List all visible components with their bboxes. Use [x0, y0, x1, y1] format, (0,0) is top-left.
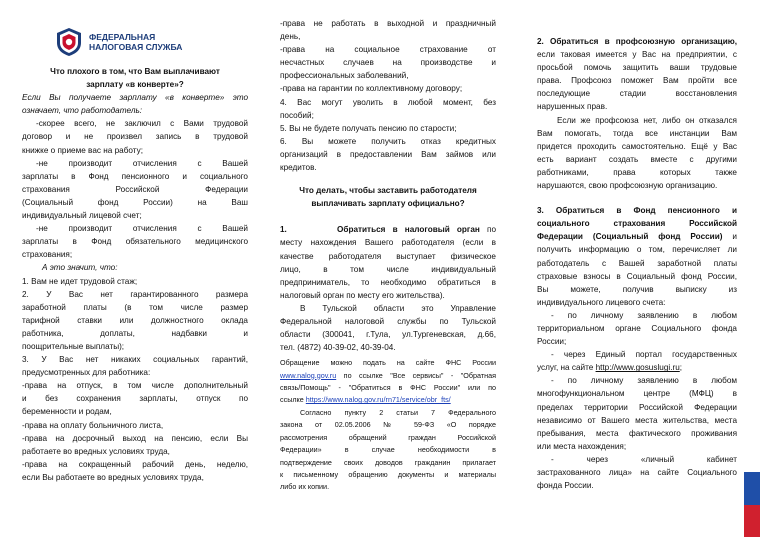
paragraph-line: месту нахождения Вашего работодателя (если в [280, 238, 496, 248]
list-item: несчастных случаев на производстве и [280, 58, 496, 68]
list-item: заработной платы (в том числе размер [22, 302, 248, 312]
paragraph-line: книжке о приеме вас на работу; [22, 145, 143, 155]
nalog-obr-link[interactable]: https://www.nalog.gov.ru/rn71/service/obr_fts/ [305, 395, 451, 405]
list-item: фонда России. [537, 481, 594, 491]
paragraph-line: Федерации» в случае необходимости в [280, 445, 496, 455]
list-item: -права на гарантии по коллективному договору; [280, 84, 463, 94]
paragraph-line: закона от 02.05.2006 № 59-ФЗ «О порядке [280, 420, 496, 430]
paragraph-line: договор и не произвел запись в трудовой [22, 132, 248, 142]
list-item: многофункциональном центре (МФЦ) в [537, 389, 737, 399]
paragraph-line: Вам помогать, тогда все инстанции Вам [537, 128, 737, 138]
paragraph-line: получить информацию о том, перечисляет ли [537, 245, 737, 255]
list-item: и без сохранения зарплаты, отпуск по [22, 394, 248, 404]
list-item: - через Единый портал государственных [551, 350, 737, 360]
paragraph-line: Если же профсоюза нет, либо он отказался [557, 115, 737, 125]
paragraph-line: Обращение можно подать на сайте ФНС России [280, 358, 496, 368]
column-middle [280, 17, 496, 494]
paragraph-line: есть вариант создать вместе с другими [537, 154, 737, 164]
list-item: 6. Вы можете получить отказ кредитных [280, 136, 496, 146]
list-item: пределах территории Российской Федерации [537, 402, 737, 412]
list-item: -права на сокращенный рабочий день, неделю, [22, 459, 248, 469]
list-item: 1. Вам не идет трудовой стаж; [22, 276, 138, 286]
paragraph-line: зарплаты в Фонд обязательного медицинского [22, 237, 248, 247]
paragraph-line: означает, что работодатель: [22, 106, 143, 116]
list-item: 4. Вас могут уволить в любой момент, без [280, 97, 496, 107]
paragraph-line: подтверждение своих доводов гражданин прилагает [280, 457, 496, 467]
flag-red-stripe [744, 505, 760, 537]
list-item: -права на досрочный выход на пенсию, если Вы [22, 433, 248, 443]
list-item: кредитов. [280, 163, 317, 173]
flag-white-stripe [744, 440, 760, 472]
paragraph-line: качестве работодателя выступает физическое [280, 251, 496, 261]
step-title: Обратиться в налоговый орган [337, 225, 480, 235]
list-item: - через «личный кабинет [551, 454, 737, 464]
paragraph-line: -не производит отчисления с Вашей [36, 224, 248, 234]
section-title: Что делать, чтобы заставить работодателя [299, 186, 477, 196]
list-item: независимо от Вашего места жительства, места [537, 415, 737, 425]
list-item: 3. У Вас нет никаких социальных гарантий, [22, 355, 248, 365]
paragraph-line: к письменному обращению документы и материалы [280, 469, 496, 479]
nalog-link[interactable]: www.nalog.gov.ru [280, 370, 337, 380]
paragraph-line: работодатель с Вашей заработной платы [537, 258, 737, 268]
paragraph-line: рассмотрения обращений граждан Российской [280, 432, 496, 442]
paragraph-line: связь/Помощь" - "Обратиться в ФНС России" или по [280, 383, 496, 393]
paragraph-line: индивидуального лицевого счета: [537, 297, 666, 307]
paragraph-line [280, 394, 496, 406]
paragraph-line [280, 370, 496, 382]
paragraph-line: (Социальный фонд России) на Ваш [22, 197, 248, 207]
paragraph-line: страхования; [22, 250, 73, 260]
list-item: работаете во вредных условиях труда, [22, 446, 170, 456]
paragraph-line: либо их копии. [280, 482, 330, 492]
paragraph-text: ; [679, 363, 683, 373]
list-item: работника, доплаты, надбавки и [22, 328, 248, 338]
list-item: 2. У Вас нет гарантированного размера [22, 289, 248, 299]
list-item: день, [280, 32, 301, 42]
paragraph-text: ссылке [280, 395, 306, 405]
step-title: социального страхования Российской [537, 219, 737, 229]
logo-line-2: НАЛОГОВАЯ СЛУЖБА [89, 42, 183, 52]
paragraph-line: предприниматель, то необходимо обратиться в [280, 277, 496, 287]
column-left [22, 0, 248, 484]
logo-line-1: ФЕДЕРАЛЬНАЯ [89, 31, 156, 42]
paragraph-line: лицо, в том числе индивидуальный [280, 264, 496, 274]
list-item: если Вы работаете во вредных условиях труда, [22, 472, 204, 482]
paragraph-line: нарушенных прав. [537, 102, 608, 112]
paragraph-text: по [479, 225, 496, 235]
list-item: поощрительные выплаты); [22, 341, 125, 351]
list-item: территориальном органе Социального фонда [537, 323, 737, 333]
paragraph-line: Если Вы получаете зарплату «в конверте» это [22, 93, 248, 103]
paragraph-line: налоговый орган по месту его жительства). [280, 290, 445, 300]
gosuslugi-link[interactable]: http://www.gosuslugi.ru [595, 363, 680, 373]
paragraph-line: страховые взносы в Социальный фонд России, [537, 271, 737, 281]
fns-emblem-icon [55, 27, 83, 57]
paragraph-text: по ссылке "Все сервисы" - "Обратная [336, 370, 496, 380]
flag-blue-stripe [744, 472, 760, 505]
paragraph-line: -не производит отчисления с Вашей [36, 158, 248, 168]
list-item: - по личному заявлению в любом [551, 376, 737, 386]
list-item: пребывания, места фактического проживания [537, 428, 737, 438]
paragraph-text: и [722, 232, 737, 242]
list-item: или места нахождения; [537, 441, 627, 451]
list-item: застрахованного лица» на сайте Социального [537, 468, 737, 477]
paragraph-line: нарушаются, свою профсоюзную организацию. [537, 181, 718, 191]
column-right [537, 35, 737, 492]
list-item: России; [537, 337, 567, 347]
step-title: 3. Обратиться в Фонд пенсионного и [537, 206, 737, 216]
paragraph-line [537, 230, 737, 243]
list-item: предусмотренных для работника: [22, 368, 151, 378]
paragraph-line: придется проходить самостоятельно. Ещё у Вас [537, 141, 737, 151]
paragraph-line: -скорее всего, не заключил с Вами трудовой [36, 119, 248, 129]
list-item: пособий; [280, 110, 314, 120]
list-item: - по личному заявлению в любом [551, 310, 737, 320]
paragraph-line: Вы можете, получив выписку из [537, 284, 737, 294]
list-item: -права на отпуск, в том числе дополнительный [22, 381, 248, 391]
paragraph-line: зарплаты в Фонд пенсионного и социального [22, 171, 248, 181]
paragraph-line: А это значит, что: [42, 263, 118, 273]
list-item: -права не работать в выходной и праздничный [280, 19, 496, 28]
section-title: зарплату «в конверте»? [86, 80, 184, 90]
paragraph-line: Федеральной налоговой службы по Тульской [280, 316, 496, 326]
paragraph-line: если таковая имеется у Вас на предприятии, с [537, 50, 737, 60]
list-item: тарифной ставки или должностного оклада [22, 315, 248, 325]
paragraph-line: Согласно пункту 2 статьи 7 Федерального [300, 407, 496, 417]
list-item: беременности и родам, [22, 407, 112, 417]
paragraph-line: тел. (4872) 40-39-02, 40-39-04. [280, 343, 396, 353]
paragraph-line: права. Профсоюз поможет Вам пройти все [537, 76, 737, 86]
section-title: выплачивать зарплату официально? [311, 199, 465, 209]
paragraph-line: индивидуальный лицевой счет; [22, 211, 142, 221]
paragraph-line: страхования Российской Федерации [22, 184, 248, 194]
paragraph-line: последующие стадии восстановления [537, 89, 737, 99]
list-item: 5. Вы не будете получать пенсию по старости; [280, 123, 457, 133]
list-item: организаций в предоставлении Вам займов или [280, 149, 496, 159]
paragraph-line [280, 223, 496, 236]
paragraph-line: В Тульской области это Управление [300, 303, 496, 313]
section-title: Что плохого в том, что Вам выплачивают [50, 67, 220, 76]
list-item: профессиональных заболеваний, [280, 71, 409, 81]
paragraph-line: области (300041, г.Тула, ул.Тургеневская, д.66, [280, 330, 496, 340]
step-title: 2. Обратиться в профсоюзную организацию, [537, 37, 737, 46]
paragraph-text: услуг, на сайте [537, 363, 596, 373]
list-item: -права на социальное страхование от [280, 45, 496, 55]
paragraph-line: просьбой помочь защитить ваши трудовые [537, 63, 737, 73]
step-title: Федерации (Социальный фонд России) [537, 232, 723, 242]
paragraph-line: работниками, права которых также [537, 167, 737, 177]
step-number: 1. [280, 225, 287, 235]
fns-logo [55, 27, 248, 57]
list-item [537, 361, 737, 374]
list-item: -права на оплату больничного листа, [22, 420, 164, 430]
